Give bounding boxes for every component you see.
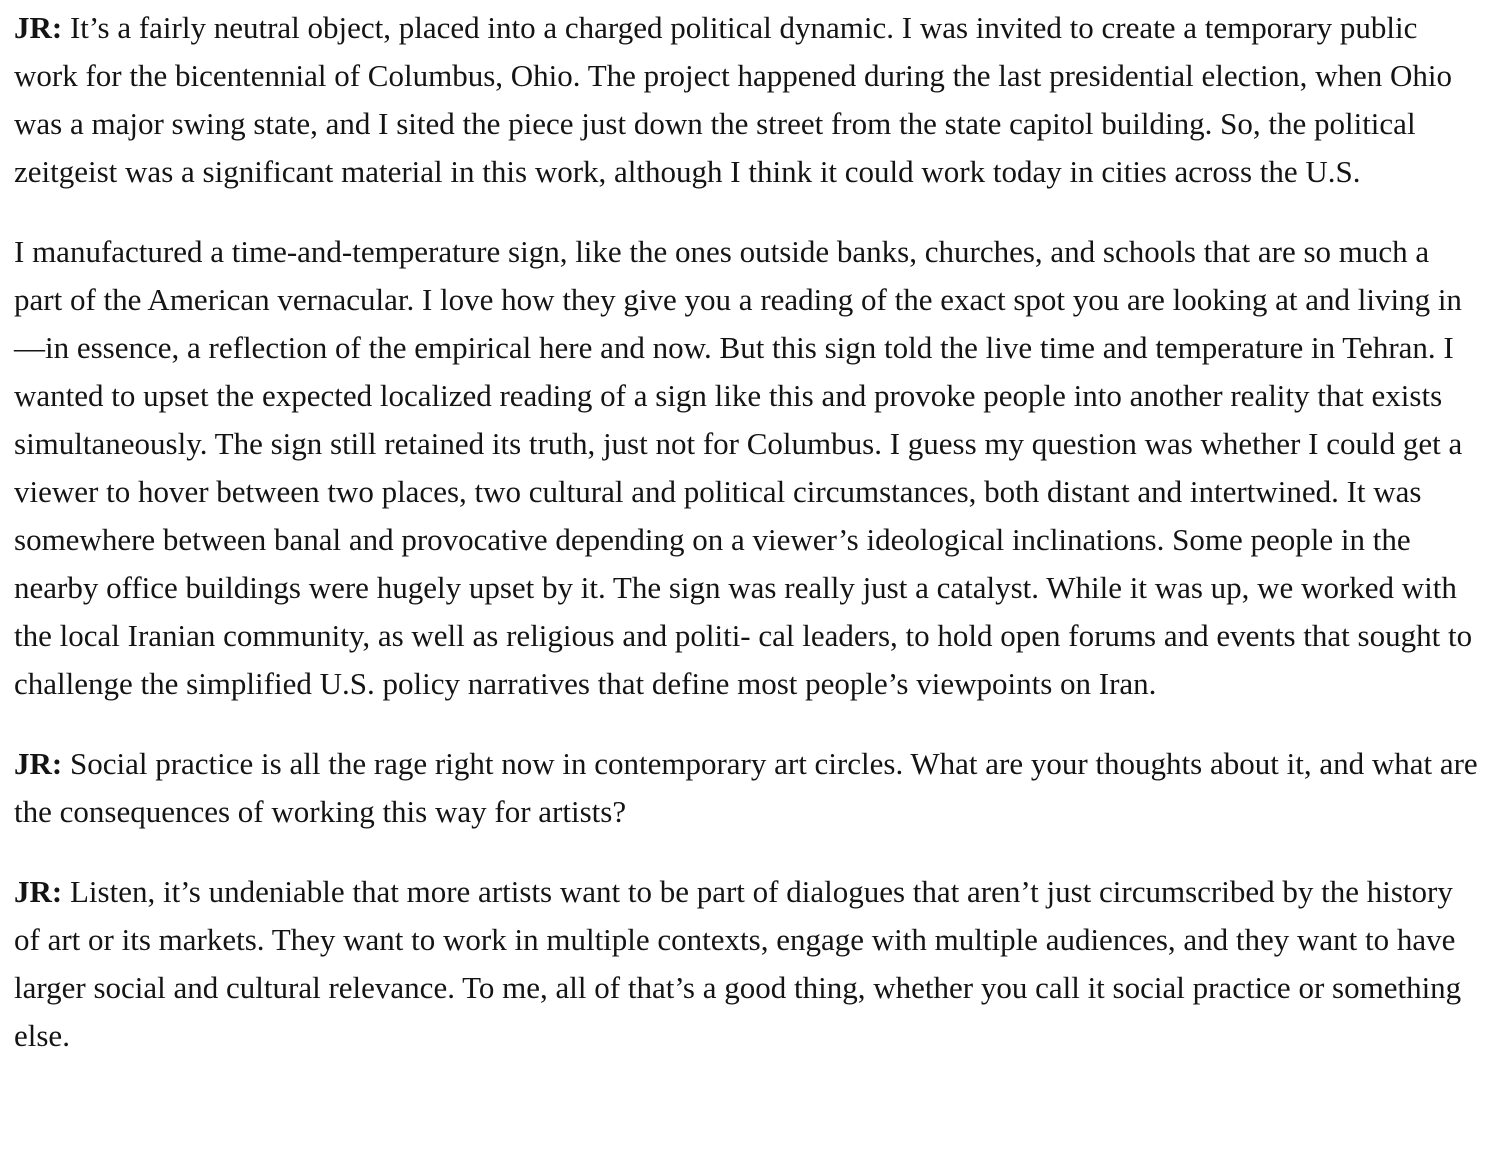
interview-paragraph-3 [14, 740, 1484, 836]
paragraph-text: It’s a fairly neutral object, placed into a charged political dynamic. I was invited to create a temporary public work for the bicentennial of Columbus, Ohio. The project happened during the last presidential election, when Ohio was a major swing state, and I sited the piece just down the street from the state capitol building. So, the political zeitgeist was a significant material in this work, although I think it could work today in cities across the U.S. [14, 10, 1452, 189]
article-body [14, 4, 1484, 1092]
speaker-label: JR: [14, 874, 63, 909]
interview-paragraph-1 [14, 4, 1484, 196]
speaker-label: JR: [14, 746, 63, 781]
interview-paragraph-4 [14, 868, 1484, 1060]
paragraph-text: Social practice is all the rage right now in contemporary art circles. What are your thoughts about it, and what are the consequences of working this way for artists? [14, 746, 1478, 829]
interview-paragraph-2 [14, 228, 1484, 708]
speaker-label: JR: [14, 10, 63, 45]
paragraph-text: I manufactured a time-and-temperature sign, like the ones outside banks, churches, and schools that are so much a part of the American vernacular. I love how they give you a reading of the exact spot you are looking at and living in—in essence, a reflection of the empirical here and now. But this sign told the live time and temperature in Tehran. I wanted to upset the expected localized reading of a sign like this and provoke people into another reality that exists simultaneously. The sign still retained its truth, just not for Columbus. I guess my question was whether I could get a viewer to hover between two places, two cultural and political circumstances, both distant and intertwined. It was somewhere between banal and provocative depending on a viewer’s ideological inclinations. Some people in the nearby office buildings were hugely upset by it. The sign was really just a catalyst. While it was up, we worked with the local Iranian community, as well as religious and politi- cal leaders, to hold open forums and events that sought to challenge the simplified U.S. policy narratives that define most people’s viewpoints on Iran. [14, 234, 1473, 701]
paragraph-text: Listen, it’s undeniable that more artists want to be part of dialogues that aren’t just circumscribed by the history of art or its markets. They want to work in multiple contexts, engage with multiple audiences, and they want to have larger social and cultural relevance. To me, all of that’s a good thing, whether you call it social practice or something else. [14, 874, 1462, 1053]
